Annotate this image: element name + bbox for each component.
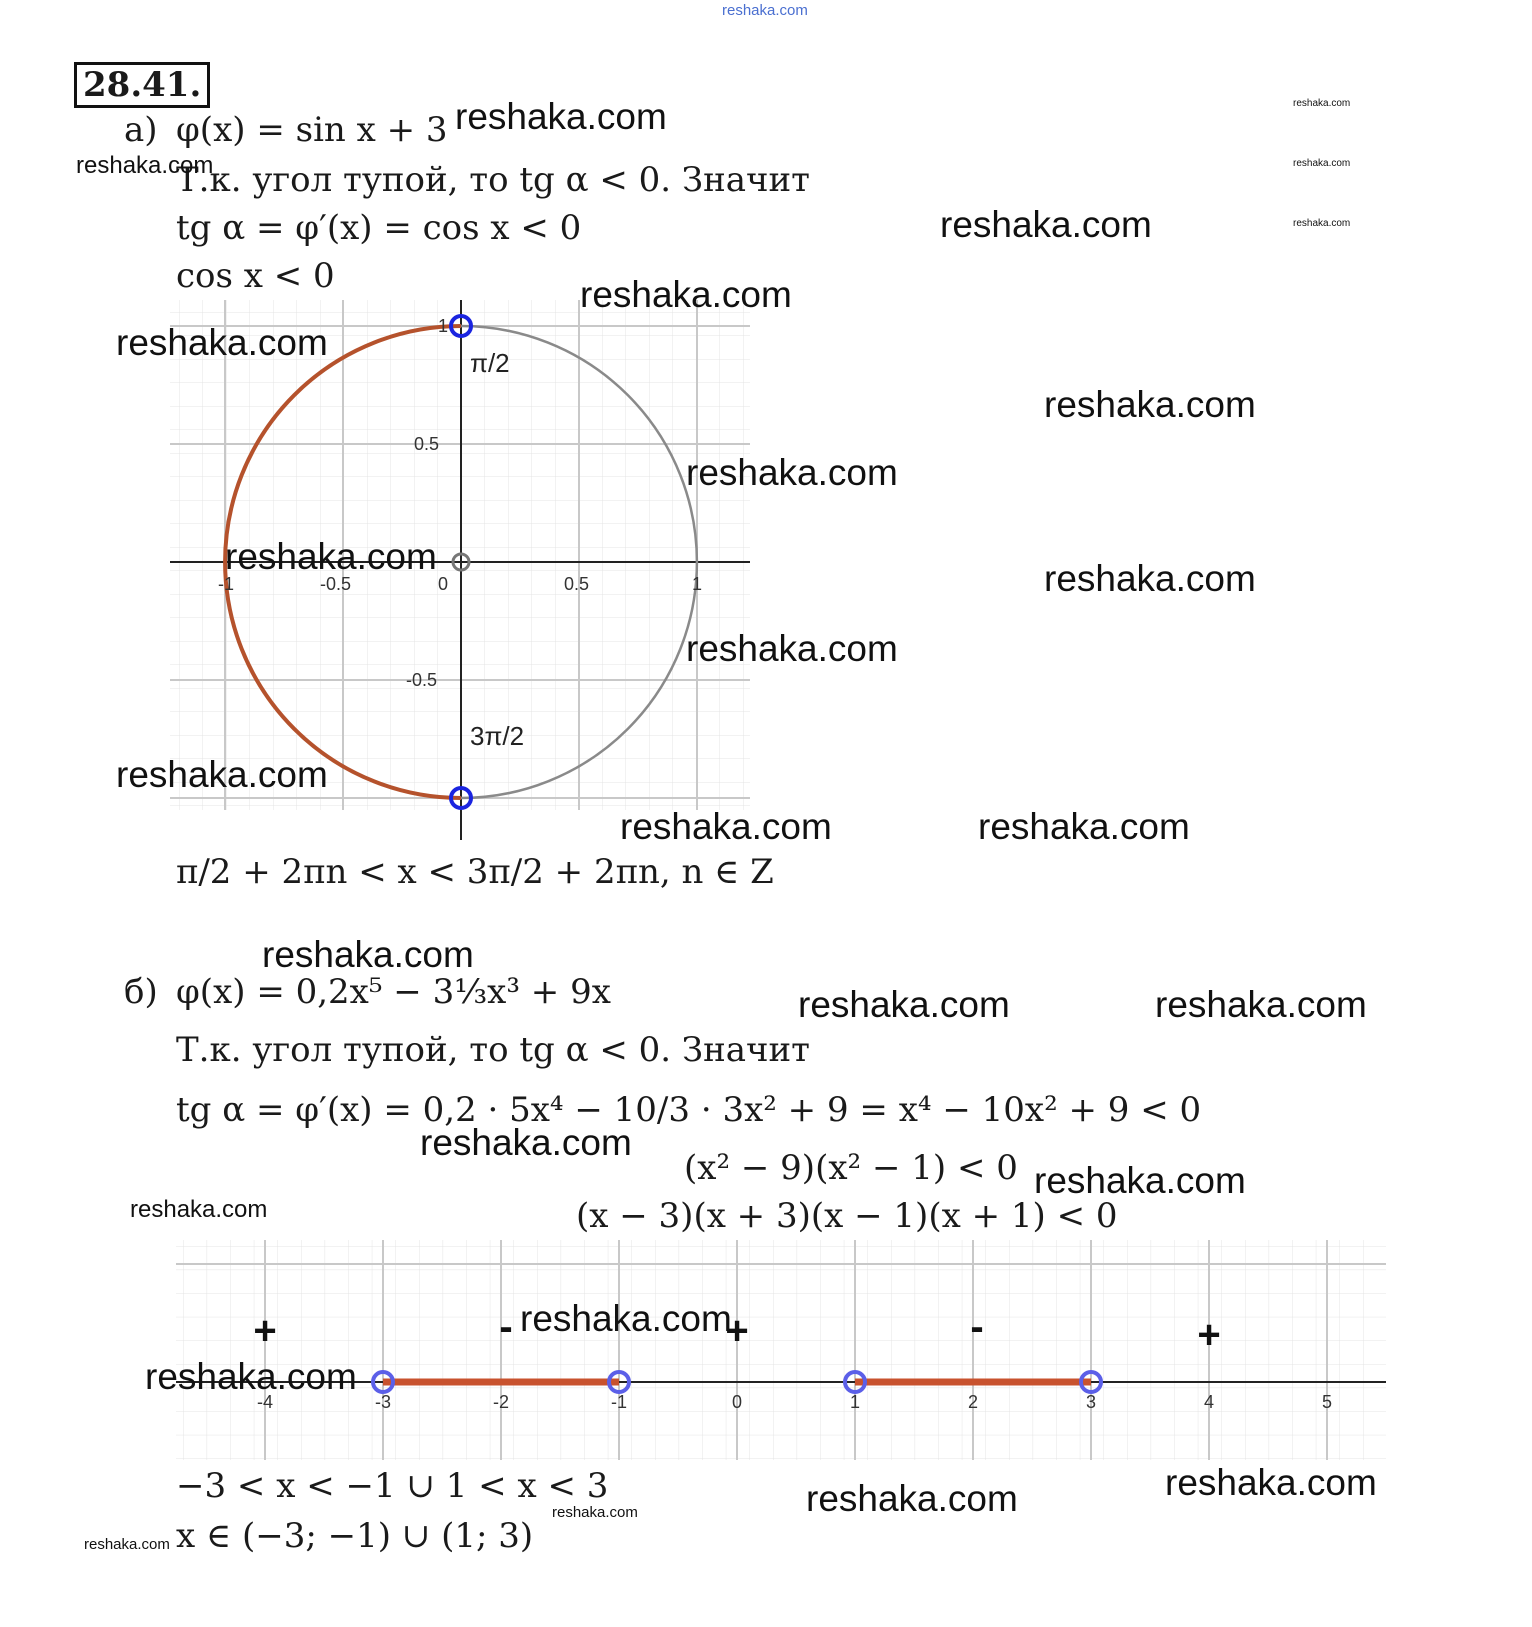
part-b-line2: tg α = φ′(x) = 0,2 · 5x⁴ − 10/3 · 3x² + 9 = x⁴ − 10x² + 9 < 0 bbox=[176, 1090, 1202, 1130]
tick-y-1: 1 bbox=[438, 316, 449, 336]
sign-minus-2: - bbox=[970, 1305, 984, 1349]
watermark: reshaka.com bbox=[116, 754, 328, 795]
watermark: reshaka.com bbox=[116, 322, 328, 363]
part-a-line3: cos x < 0 bbox=[176, 256, 335, 296]
watermark: reshaka.com bbox=[520, 1298, 732, 1339]
tick-x-05: 0.5 bbox=[564, 574, 590, 594]
tick-1: 1 bbox=[849, 1392, 861, 1412]
watermark: reshaka.com bbox=[1165, 1462, 1377, 1503]
watermark: reshaka.com bbox=[806, 1478, 1018, 1519]
tick-x-neg05: -0.5 bbox=[320, 574, 352, 594]
part-b-line4: (x − 3)(x + 3)(x − 1)(x + 1) < 0 bbox=[576, 1196, 1118, 1236]
part-a-label: а) bbox=[124, 110, 158, 150]
watermark: reshaka.com bbox=[420, 1122, 632, 1163]
watermark: reshaka.com bbox=[686, 628, 898, 669]
tick-neg3: -3 bbox=[374, 1392, 392, 1412]
part-a-line2: tg α = φ′(x) = cos x < 0 bbox=[176, 208, 582, 248]
watermark: reshaka.com bbox=[84, 1536, 170, 1553]
sign-plus-3: + bbox=[1197, 1313, 1221, 1357]
watermark: reshaka.com bbox=[1293, 158, 1351, 169]
watermark: reshaka.com bbox=[1293, 218, 1351, 229]
watermark: reshaka.com bbox=[455, 96, 667, 137]
tick-x-0: 0 bbox=[438, 574, 449, 594]
sign-plus-1: + bbox=[253, 1309, 277, 1353]
watermark: reshaka.com bbox=[798, 984, 1010, 1025]
part-b-line1: Т.к. угол тупой, то tg α < 0. Значит bbox=[176, 1030, 810, 1070]
tick-x-1: 1 bbox=[692, 574, 703, 594]
watermark: reshaka.com bbox=[76, 152, 214, 179]
watermark: reshaka.com bbox=[940, 204, 1152, 245]
watermark: reshaka.com bbox=[145, 1356, 357, 1397]
tick-neg2: -2 bbox=[492, 1392, 510, 1412]
part-b-line3: (x² − 9)(x² − 1) < 0 bbox=[684, 1148, 1018, 1188]
sign-minus-1: - bbox=[499, 1305, 513, 1349]
watermark: reshaka.com bbox=[686, 452, 898, 493]
part-a-line1: Т.к. угол тупой, то tg α < 0. Значит bbox=[176, 160, 810, 200]
problem-number: 28.41. bbox=[74, 62, 210, 108]
tick-0: 0 bbox=[731, 1392, 743, 1412]
part-a-answer: π/2 + 2πn < x < 3π/2 + 2πn, n ∈ Z bbox=[176, 852, 774, 892]
watermark: reshaka.com bbox=[262, 934, 474, 975]
watermark: reshaka.com bbox=[225, 536, 437, 577]
label-three-pi-half: 3π/2 bbox=[470, 721, 525, 751]
watermark: reshaka.com bbox=[130, 1196, 268, 1223]
tick-x-neg1: -1 bbox=[218, 574, 235, 594]
sign-plus-2: + bbox=[725, 1309, 749, 1353]
tick-y-05: 0.5 bbox=[414, 434, 440, 454]
tick-neg1: -1 bbox=[610, 1392, 628, 1412]
tick-2: 2 bbox=[967, 1392, 979, 1412]
tick-3: 3 bbox=[1085, 1392, 1097, 1412]
label-pi-half: π/2 bbox=[470, 348, 510, 378]
tick-4: 4 bbox=[1203, 1392, 1215, 1412]
watermark: reshaka.com bbox=[552, 1504, 638, 1521]
watermark: reshaka.com bbox=[1044, 384, 1256, 425]
part-b-answer2: x ∈ (−3; −1) ∪ (1; 3) bbox=[176, 1516, 534, 1556]
watermark: reshaka.com bbox=[978, 806, 1190, 847]
site-header[interactable]: reshaka.com bbox=[722, 2, 808, 19]
watermark: reshaka.com bbox=[1044, 558, 1256, 599]
watermark: reshaka.com bbox=[1034, 1160, 1246, 1201]
part-b-answer1: −3 < x < −1 ∪ 1 < x < 3 bbox=[176, 1466, 609, 1506]
watermark: reshaka.com bbox=[1293, 98, 1351, 109]
number-line-graph bbox=[176, 1240, 1386, 1460]
tick-5: 5 bbox=[1321, 1392, 1333, 1412]
part-b-label: б) bbox=[124, 972, 158, 1012]
watermark: reshaka.com bbox=[580, 274, 792, 315]
watermark: reshaka.com bbox=[1155, 984, 1367, 1025]
tick-y-neg05: -0.5 bbox=[406, 670, 438, 690]
watermark: reshaka.com bbox=[620, 806, 832, 847]
part-a-function: φ(x) = sin x + 3 bbox=[176, 110, 448, 150]
tick-neg4: -4 bbox=[256, 1392, 274, 1412]
part-b-function: φ(x) = 0,2x⁵ − 3⅓x³ + 9x bbox=[176, 972, 611, 1012]
